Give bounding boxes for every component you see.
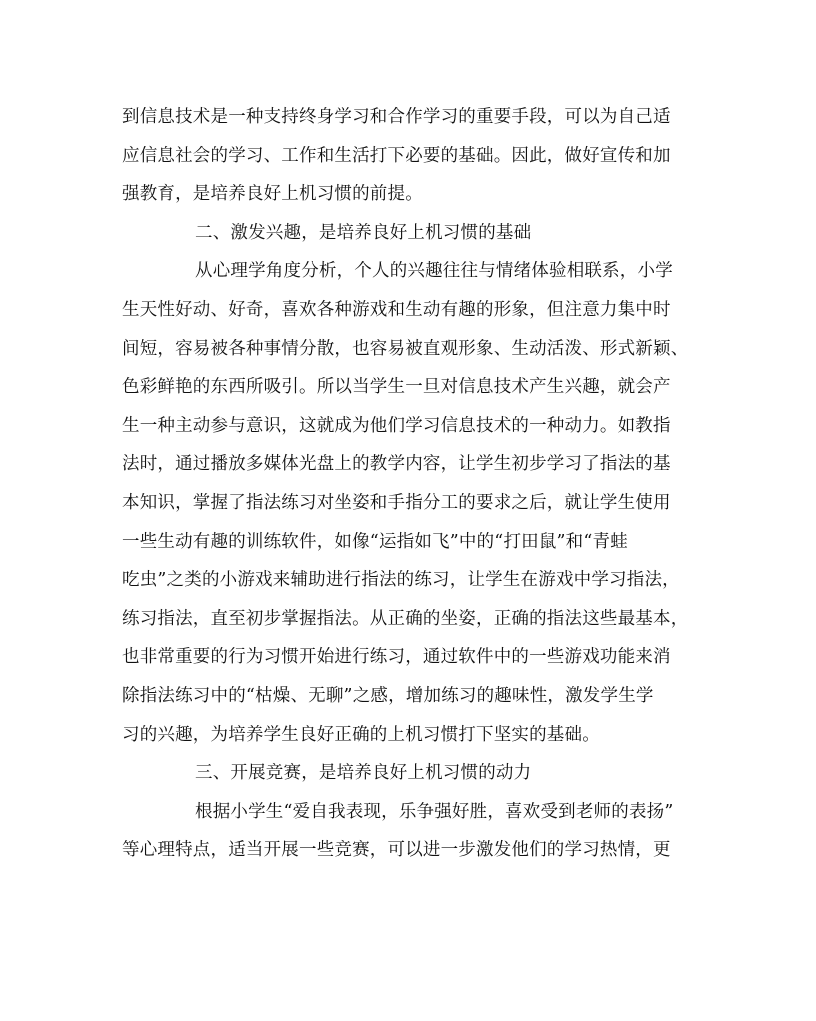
text-line: 强教育，是培养良好上机习惯的前提。: [122, 184, 423, 205]
text-line: 生一种主动参与意识，这就成为他们学习信息技术的一种动力。如教指: [122, 415, 671, 436]
text-line: 习的兴趣，为培养学生良好正确的上机习惯打下坚实的基础。: [122, 724, 600, 745]
text-line: 应信息社会的学习、工作和生活打下必要的基础。因此，做好宣传和加: [122, 145, 671, 166]
text-line: 一些生动有趣的训练软件，如像“运指如飞”中的“打田鼠”和“青蛙: [122, 531, 628, 552]
text-line: 法时，通过播放多媒体光盘上的教学内容，让学生初步学习了指法的基: [122, 454, 671, 475]
text-line: 除指法练习中的“枯燥、无聊”之感，增加练习的趣味性，激发学生学: [122, 685, 654, 706]
document-body: [122, 98, 702, 870]
paragraph-start: 从心理学角度分析，个人的兴趣往往与情绪体验相联系，小学: [195, 261, 673, 282]
section-heading-3: 三、开展竞赛，是培养良好上机习惯的动力: [195, 763, 532, 784]
paragraph-start: 根据小学生“爱自我表现，乐争强好胜，喜欢受到老师的表扬”: [195, 801, 674, 822]
text-line: 色彩鲜艳的东西所吸引。所以当学生一旦对信息技术产生兴趣，就会产: [122, 377, 671, 398]
text-line: 吃虫”之类的小游戏来辅助进行指法的练习，让学生在游戏中学习指法，: [122, 570, 680, 591]
text-line: 等心理特点，适当开展一些竞赛，可以进一步激发他们的学习热情，更: [122, 840, 671, 861]
text-line: 本知识，掌握了指法练习对坐姿和手指分工的要求之后，就让学生使用: [122, 492, 671, 513]
section-heading-2: 二、激发兴趣，是培养良好上机习惯的基础: [195, 222, 532, 243]
text-line: 也非常重要的行为习惯开始进行练习，通过软件中的一些游戏功能来消: [122, 647, 671, 668]
text-line: 间短，容易被各种事情分散，也容易被直观形象、生动活泼、形式新颖、: [122, 338, 689, 359]
text-line: 练习指法，直至初步掌握指法。从正确的坐姿，正确的指法这些最基本，: [122, 608, 689, 629]
text-line: 到信息技术是一种支持终身学习和合作学习的重要手段，可以为自己适: [122, 107, 671, 127]
text-line: 生天性好动、好奇，喜欢各种游戏和生动有趣的形象，但注意力集中时: [122, 299, 671, 320]
